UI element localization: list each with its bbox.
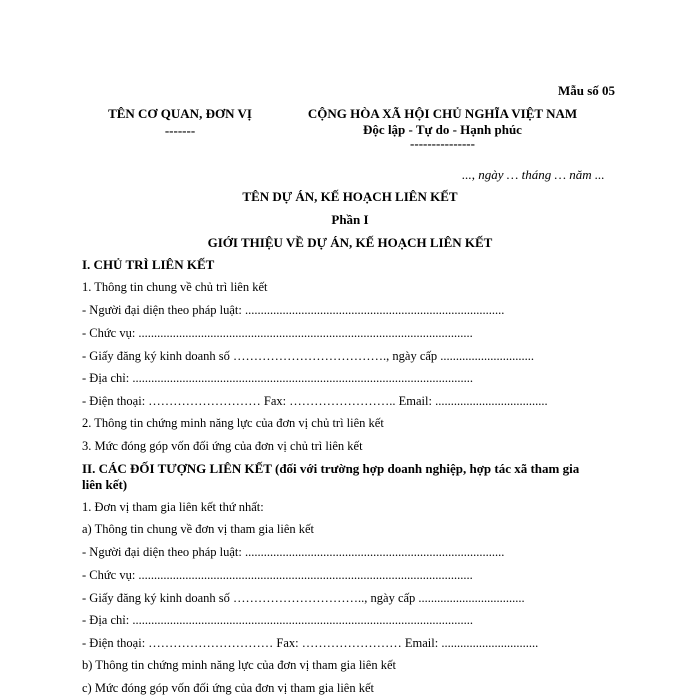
section1-line: - Địa chỉ: .............................................................................................................	[82, 371, 473, 385]
section2-line: c) Mức đóng góp vốn đối ứng của đơn vị tham gia liên kết	[82, 681, 374, 695]
section1-line: 2. Thông tin chứng minh năng lực của đơn vị chủ trì liên kết	[82, 416, 384, 430]
section2-line: b) Thông tin chứng minh năng lực của đơn vị tham gia liên kết	[82, 658, 396, 672]
section2-line: 1. Đơn vị tham gia liên kết thứ nhất:	[82, 500, 264, 514]
section2-line: a) Thông tin chung về đơn vị tham gia liên kết	[82, 522, 315, 536]
republic-dashes: ---------------	[410, 136, 475, 151]
section2-heading-cont: liên kết)	[82, 477, 128, 492]
section1-heading: I. CHỦ TRÌ LIÊN KẾT	[82, 257, 215, 272]
agency-dashes: -------	[164, 123, 196, 138]
section2-line: - Giấy đăng ký kinh doanh số ………………………….., ngày cấp ..................................	[82, 591, 525, 605]
section1-line: - Điện thoại: ……………………… Fax: …………………….. Email: ....................................	[82, 394, 548, 408]
part-title: GIỚI THIỆU VỀ DỰ ÁN, KẾ HOẠCH LIÊN KẾT	[207, 235, 493, 250]
part-label: Phần I	[331, 212, 369, 227]
section2-line: - Chức vụ: ...........................................................................................................	[82, 568, 473, 582]
section2-heading: II. CÁC ĐỐI TƯỢNG LIÊN KẾT (đối với trường hợp doanh nghiệp, hợp tác xã tham gia	[82, 461, 580, 476]
republic-title: CỘNG HÒA XÃ HỘI CHỦ NGHĨA VIỆT NAM	[307, 106, 578, 121]
section1-line: 1. Thông tin chung về chủ trì liên kết	[82, 280, 268, 294]
doc-title: TÊN DỰ ÁN, KẾ HOẠCH LIÊN KẾT	[242, 189, 458, 204]
section2-line: - Người đại diện theo pháp luật: ...................................................................................	[82, 545, 505, 559]
section2-line: - Địa chỉ: .............................................................................................................	[82, 613, 473, 627]
section1-line: - Chức vụ: ...........................................................................................................	[82, 326, 473, 340]
section2-line: - Điện thoại: ………………………… Fax: …………………… Email: ...............................	[82, 636, 539, 650]
section1-line: - Giấy đăng ký kinh doanh số ………………………………., ngày cấp ..............................	[82, 349, 535, 363]
agency-name: TÊN CƠ QUAN, ĐƠN VỊ	[108, 106, 252, 121]
republic-motto: Độc lập - Tự do - Hạnh phúc	[363, 122, 522, 137]
section1-line: - Người đại diện theo pháp luật: ...................................................................................	[82, 303, 505, 317]
form-number: Mẫu số 05	[558, 83, 616, 98]
date-line: ..., ngày … tháng … năm ...	[462, 167, 605, 182]
section1-line: 3. Mức đóng góp vốn đối ứng của đơn vị chủ trì liên kết	[82, 439, 363, 453]
